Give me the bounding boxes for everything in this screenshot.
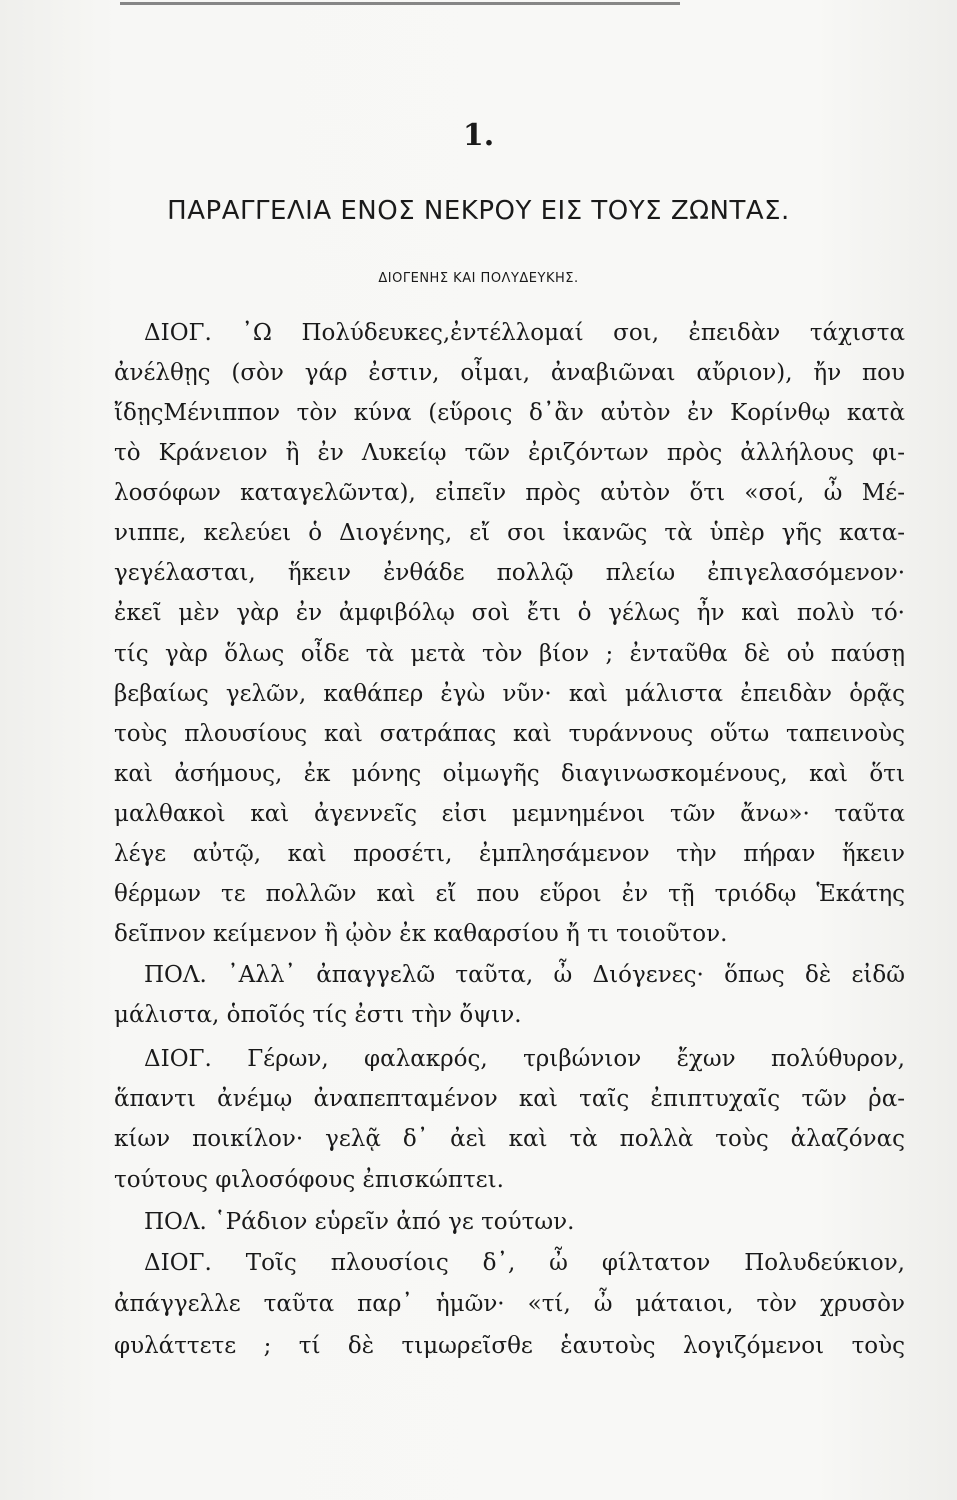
text-line: κίων ποικίλον· γελᾷ δ᾽ ἀεὶ καὶ τὰ πολλὰ τοὺς ἀλαζόνας (114, 1126, 905, 1152)
text-line: ΔΙΟΓ. ᾿Ω Πολύδευκες,ἐντέλλομαί σοι, ἐπειδὰν τάχιστα (144, 320, 905, 346)
text-line: δεῖπνον κείμενον ἢ ᾠὸν ἐκ καθαρσίου ἤ τι τοιοῦτον. (114, 921, 728, 947)
text-line: ΠΟΛ. ῾Ράδιον εὑρεῖν ἀπό γε τούτων. (144, 1209, 575, 1235)
text-line: ἴδῃςΜένιππον τὸν κύνα (εὕροις δ᾽ἂν αὐτὸν ἐν Κορίνθῳ κατὰ (114, 400, 905, 426)
text-line: ΠΟΛ. ᾿Αλλ᾽ ἀπαγγελῶ ταῦτα, ὦ Διόγενες· ὅπως δὲ εἰδῶ (144, 962, 905, 988)
text-line: καὶ ἀσήμους, ἐκ μόνης οἰμωγῆς διαγινωσκομένους, καὶ ὅτι (114, 761, 905, 787)
text-line: βεβαίως γελῶν, καθάπερ ἐγὼ νῦν· καὶ μάλιστα ἐπειδὰν ὁρᾷς (114, 681, 905, 707)
text-line: τοὺς πλουσίους καὶ σατράπας καὶ τυράννους οὕτω ταπεινοὺς (114, 721, 905, 747)
text-line: φυλάττετε ; τί δὲ τιμωρεῖσθε ἑαυτοὺς λογιζόμενοι τοὺς (114, 1333, 905, 1359)
chapter-title: ΠΑΡΑΓΓΕΛΙΑ ΕΝΟΣ ΝΕΚΡΟΥ ΕΙΣ ΤΟΥΣ ΖΩΝΤΑΣ. (167, 196, 790, 226)
text-line: λοσόφων καταγελῶντα), εἰπεῖν πρὸς αὐτὸν ὅτι «σοί, ὦ Μέ- (114, 480, 905, 506)
text-line: θέρμων τε πολλῶν καὶ εἴ που εὕροι ἐν τῇ τριόδῳ Ἑκάτης (114, 881, 905, 907)
chapter-subtitle: ΔΙΟΓΕΝΗΣ ΚΑΙ ΠΟΛΥΔΕΥΚΗΣ. (378, 271, 579, 286)
text-line: ἐκεῖ μὲν γὰρ ἐν ἀμφιβόλῳ σοὶ ἔτι ὁ γέλως ἦν καὶ πολὺ τό· (114, 600, 905, 626)
text-line: γεγέλασται, ἥκειν ἐνθάδε πολλῷ πλείω ἐπιγελασόμενον· (114, 560, 905, 586)
chapter-number: 1. (462, 118, 495, 153)
text-line: τούτους φιλοσόφους ἐπισκώπτει. (114, 1167, 504, 1193)
text-line: λέγε αὐτῷ, καὶ προσέτι, ἐμπλησάμενον τὴν πήραν ἥκειν (114, 841, 905, 867)
text-line: ΔΙΟΓ. Τοῖς πλουσίοις δ᾽, ὦ φίλτατον Πολυδεύκιον, (144, 1250, 905, 1276)
top-rule (120, 2, 680, 5)
text-line: ἀπάγγελλε ταῦτα παρ᾽ ἡμῶν· «τί, ὦ μάταιοι, τὸν χρυσὸν (114, 1291, 905, 1317)
text-line: μάλιστα, ὁποῖός τίς ἐστι τὴν ὄψιν. (114, 1002, 522, 1028)
text-line: ἅπαντι ἀνέμῳ ἀναπεπταμένον καὶ ταῖς ἐπιπτυχαῖς τῶν ῥα- (114, 1086, 905, 1112)
text-line: τὸ Κράνειον ἢ ἐν Λυκείῳ τῶν ἐριζόντων πρὸς ἀλλήλους φι- (114, 440, 905, 466)
text-line: τίς γὰρ ὅλως οἶδε τὰ μετὰ τὸν βίον ; ἐνταῦθα δὲ οὐ παύσῃ (114, 641, 905, 667)
text-line: ΔΙΟΓ. Γέρων, φαλακρός, τριβώνιον ἔχων πολύθυρον, (144, 1046, 905, 1072)
text-line: νιππε, κελεύει ὁ Διογένης, εἴ σοι ἱκανῶς τὰ ὑπὲρ γῆς κατα- (114, 520, 905, 546)
text-line: μαλθακοὶ καὶ ἀγεννεῖς εἰσι μεμνημένοι τῶν ἄνω»· ταῦτα (114, 801, 905, 827)
text-line: ἀνέλθῃς (σὸν γάρ ἐστιν, οἶμαι, ἀναβιῶναι αὔριον), ἤν που (114, 360, 905, 386)
